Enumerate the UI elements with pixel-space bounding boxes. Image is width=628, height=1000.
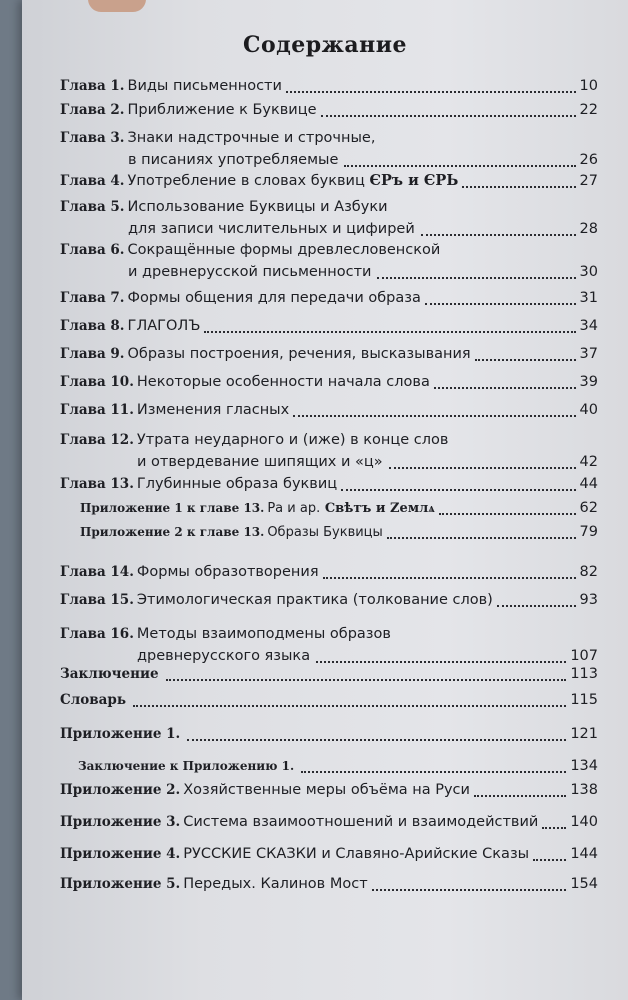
dot-leader — [293, 415, 576, 417]
toc-entry-label: Глава 9. — [60, 346, 125, 362]
toc-entry-label: Словарь — [60, 692, 126, 708]
dot-leader — [497, 605, 576, 607]
toc-entry-label: Глава 4. — [60, 173, 125, 189]
toc-entry-label: Глава 3. — [60, 130, 125, 146]
toc-entry-lead — [60, 76, 282, 96]
toc-entry-label: Глава 11. — [60, 402, 134, 418]
toc-entry-text-line2: для записи числительных и цифирей — [128, 221, 415, 237]
toc-entry-text-old: ЄРъ и ЄРЬ — [369, 172, 459, 189]
toc-entry-label: Заключение — [60, 666, 159, 682]
toc-entry-lead — [60, 724, 183, 744]
toc-entry-page: 34 — [579, 318, 598, 334]
toc-entry-label: Заключение к Приложению 1. — [78, 759, 295, 773]
dot-leader — [166, 679, 566, 681]
toc-entry-lead — [60, 100, 317, 120]
finger — [88, 0, 146, 12]
toc-entry-page: 10 — [579, 78, 598, 94]
toc-entry-label: Приложение 1. — [60, 726, 181, 742]
toc-entry-page: 138 — [570, 782, 598, 798]
dot-leader — [344, 165, 576, 167]
toc-entry-lead — [60, 874, 368, 894]
dot-leader — [204, 331, 576, 333]
toc-entry[interactable] — [60, 474, 598, 494]
dot-leader — [316, 661, 566, 663]
toc-entry-text: Сокращённые формы древлесловенской — [127, 242, 441, 258]
toc-entry-page: 26 — [579, 152, 598, 168]
toc-entry-label: Глава 13. — [60, 476, 134, 492]
toc-entry-label: Глава 2. — [60, 102, 125, 118]
toc-entry-text: Приближение к Буквице — [127, 102, 317, 118]
toc-entry[interactable] — [60, 288, 598, 308]
dot-leader — [321, 115, 576, 117]
dot-leader — [421, 234, 576, 236]
toc-entry[interactable] — [60, 664, 598, 684]
toc-entry[interactable] — [60, 522, 598, 542]
toc-entry-label: Глава 14. — [60, 564, 134, 580]
toc-entry-lead — [60, 812, 538, 832]
toc-entry-label: Приложение 2 к главе 13. — [80, 525, 265, 539]
page-title: Содержание — [242, 32, 408, 58]
toc-entry-text: Изменения гласных — [136, 402, 290, 418]
toc-entry-lead — [80, 498, 435, 519]
toc-entry-label: Глава 8. — [60, 318, 125, 334]
toc-entry[interactable] — [60, 240, 598, 284]
toc-entry-text: Формы образотворения — [136, 564, 319, 580]
toc-entry-text-line2: древнерусского языка — [137, 648, 311, 664]
toc-entry-lead — [60, 316, 200, 336]
toc-entry-page: 42 — [579, 454, 598, 470]
toc-entry-lead — [60, 344, 471, 364]
toc-entry-text-line2: в писаниях употребляемые — [128, 152, 339, 168]
toc-entry-text: Передых. Калинов Мост — [183, 876, 368, 892]
toc-entry-lead — [60, 690, 129, 710]
toc-entry-lead — [60, 624, 391, 644]
toc-entry-text: Формы общения для передачи образа — [127, 290, 421, 306]
toc-entry-page: 62 — [579, 500, 598, 516]
toc-entry-text: Хозяйственные меры объёма на Руси — [183, 782, 470, 798]
toc-entry[interactable] — [60, 812, 598, 832]
dot-leader — [341, 489, 576, 491]
toc-entry[interactable] — [60, 430, 598, 474]
toc-entry-page: 40 — [579, 402, 598, 418]
toc-entry-page: 93 — [579, 592, 598, 608]
toc-entry-lead — [78, 756, 297, 776]
toc-entry-lead — [60, 780, 470, 800]
toc-entry-text: РУССКИЕ СКАЗКИ и Славяно-Арийские Сказы — [183, 846, 530, 862]
book-page — [22, 0, 628, 1000]
toc-entry-text: Образы построения, речения, высказывания — [127, 346, 471, 362]
toc-entry-label: Приложение 3. — [60, 814, 181, 830]
toc-entry-label: Глава 5. — [60, 199, 125, 215]
toc-entry[interactable] — [60, 844, 598, 864]
toc-entry-lead — [60, 430, 448, 450]
toc-entry-text: Употребление в словах буквиц — [127, 173, 365, 189]
toc-entry[interactable] — [60, 562, 598, 582]
toc-entry-text: ГЛАГОЛЪ — [127, 318, 201, 334]
toc-entry-text: Использование Буквицы и Азбуки — [127, 199, 388, 215]
toc-entry-lead — [60, 288, 421, 308]
toc-entry-page: 144 — [570, 846, 598, 862]
dot-leader — [377, 277, 576, 279]
toc-entry-page: 44 — [579, 476, 598, 492]
toc-entry-lead — [60, 474, 337, 494]
toc-entry-lead — [60, 844, 529, 864]
dot-leader — [439, 513, 576, 515]
toc-entry-page: 115 — [570, 692, 598, 708]
toc-entry[interactable] — [60, 171, 598, 191]
toc-entry-lead — [60, 171, 458, 191]
toc-entry-text-line2: и отвердевание шипящих и «ц» — [137, 454, 383, 470]
toc-entry[interactable] — [60, 372, 598, 392]
toc-entry-lead — [60, 240, 440, 260]
toc-entry-text: Некоторые особенности начала слова — [136, 374, 430, 390]
toc-entry-label: Глава 16. — [60, 626, 134, 642]
toc-entry[interactable] — [60, 128, 598, 172]
toc-entry-text: Система взаимоотношений и взаимодействий — [183, 814, 539, 830]
toc-entry[interactable] — [60, 724, 598, 744]
toc-entry-label: Глава 7. — [60, 290, 125, 306]
dot-leader — [462, 186, 576, 188]
toc-entry-lead — [60, 128, 375, 148]
toc-entry-page: 28 — [579, 221, 598, 237]
toc-entry-lead — [60, 372, 430, 392]
toc-entry-text-line2: и древнерусской письменности — [128, 264, 372, 280]
toc-entry-label: Глава 10. — [60, 374, 134, 390]
toc-entry-label: Приложение 2. — [60, 782, 181, 798]
dot-leader — [301, 771, 566, 773]
toc-entry-page: 107 — [570, 648, 598, 664]
toc-entry-text: Методы взаимоподмены образов — [136, 626, 391, 642]
toc-entry-label: Глава 1. — [60, 78, 125, 94]
toc-entry-text: Виды письменности — [127, 78, 282, 94]
toc-entry-text: Ра и ар. — [267, 501, 321, 516]
toc-entry-label: Глава 15. — [60, 592, 134, 608]
dot-leader — [542, 827, 566, 829]
toc-entry-lead — [60, 400, 289, 420]
toc-entry-text: Знаки надстрочные и строчные, — [127, 130, 376, 146]
toc-entry[interactable] — [60, 197, 598, 241]
dot-leader — [389, 467, 576, 469]
toc-entry[interactable] — [60, 76, 598, 96]
dot-leader — [474, 795, 566, 797]
toc-entry[interactable] — [60, 316, 598, 336]
toc-entry-label: Глава 12. — [60, 432, 134, 448]
toc-entry-text-old: Свѣтъ и Ζемлѧ — [324, 501, 435, 516]
toc-entry-label: Приложение 5. — [60, 876, 181, 892]
toc-entry-page: 79 — [579, 524, 598, 540]
toc-entry[interactable] — [60, 780, 598, 800]
toc-entry-page: 121 — [570, 726, 598, 742]
toc-entry[interactable] — [60, 624, 598, 668]
toc-entry-label: Глава 6. — [60, 242, 125, 258]
toc-entry[interactable] — [60, 498, 598, 518]
toc-entry-page: 22 — [579, 102, 598, 118]
toc-entry-lead — [60, 590, 493, 610]
toc-entry-lead — [60, 197, 388, 217]
toc-entry-lead — [60, 664, 162, 684]
toc-entry-page: 39 — [579, 374, 598, 390]
dot-leader — [372, 889, 566, 891]
toc-entry-text: Образы Буквицы — [267, 525, 383, 540]
toc-entry-text: Утрата неударного и (иже) в конце слов — [136, 432, 449, 448]
toc-entry[interactable] — [60, 344, 598, 364]
toc-entry[interactable] — [60, 756, 598, 776]
toc-entry-page: 154 — [570, 876, 598, 892]
toc-entry-label: Приложение 4. — [60, 846, 181, 862]
toc-entry-page: 134 — [570, 758, 598, 774]
toc-entry[interactable] — [60, 874, 598, 894]
dot-leader — [425, 303, 576, 305]
toc-entry-text: Глубинные образа буквиц — [136, 476, 338, 492]
toc-entry-page: 31 — [579, 290, 598, 306]
toc-entry[interactable] — [60, 590, 598, 610]
dot-leader — [187, 739, 566, 741]
toc-entry-lead — [80, 522, 383, 543]
toc-entry-text: Этимологическая практика (толкование слов) — [136, 592, 493, 608]
dot-leader — [133, 705, 566, 707]
dot-leader — [286, 91, 576, 93]
dot-leader — [323, 577, 576, 579]
toc-entry-lead — [60, 562, 319, 582]
dot-leader — [434, 387, 576, 389]
dot-leader — [533, 859, 566, 861]
table-of-contents — [22, 0, 628, 1000]
toc-entry-page: 30 — [579, 264, 598, 280]
toc-entry-page: 37 — [579, 346, 598, 362]
toc-entry[interactable] — [60, 690, 598, 710]
toc-entry-page: 82 — [579, 564, 598, 580]
dot-leader — [387, 537, 576, 539]
dot-leader — [475, 359, 576, 361]
toc-entry-page: 113 — [570, 666, 598, 682]
toc-entry[interactable] — [60, 400, 598, 420]
toc-entry-page: 140 — [570, 814, 598, 830]
toc-entry-label: Приложение 1 к главе 13. — [80, 501, 265, 515]
toc-entry-page: 27 — [579, 173, 598, 189]
toc-entry[interactable] — [60, 100, 598, 120]
